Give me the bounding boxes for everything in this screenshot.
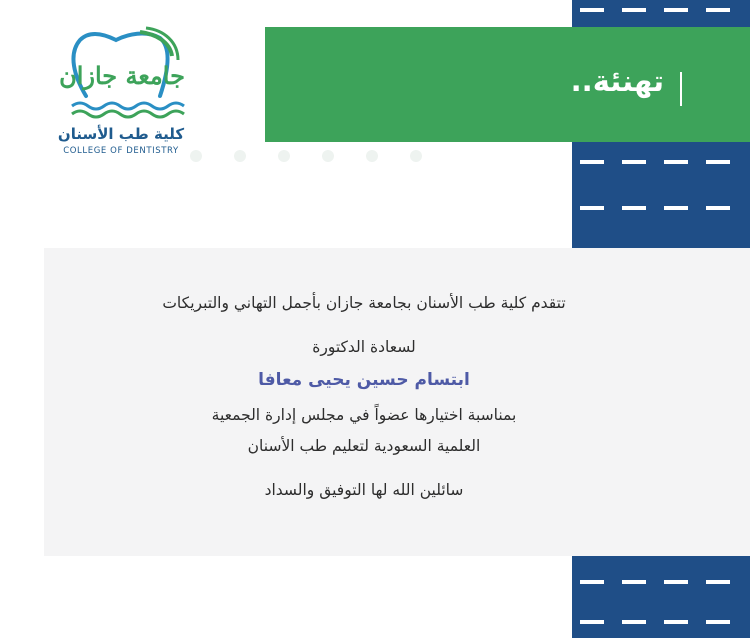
decorative-blue-lower [572, 556, 750, 638]
title-banner [265, 27, 750, 142]
message-line-5: سائلين الله لها التوفيق والسداد [264, 481, 464, 499]
dot-icon [322, 150, 334, 162]
honoree-name: ابتسام حسين يحيى معافا [258, 370, 470, 390]
dot-icon [234, 150, 246, 162]
logo-arabic-name: كلية طب الأسنان [57, 125, 185, 143]
dash-pattern-icon [572, 556, 750, 638]
banner-title: تهنئة.. [570, 64, 664, 98]
message-line-3: بمناسبة اختيارها عضواً في مجلس إدارة الجمعية [211, 406, 517, 424]
dot-icon [190, 150, 202, 162]
tooth-logo-icon [56, 26, 191, 126]
message-line-4: العلمية السعودية لتعليم طب الأسنان [247, 437, 481, 455]
logo-calligraphy: جامعة جازان [59, 61, 185, 90]
message-line-1: تتقدم كلية طب الأسنان بجامعة جازان بأجمل التهاني والتبريكات [162, 294, 566, 312]
banner-divider [680, 72, 682, 106]
logo-english-name: COLLEGE OF DENTISTRY [63, 146, 179, 156]
decorative-dots [190, 150, 422, 162]
dot-icon [278, 150, 290, 162]
dot-icon [366, 150, 378, 162]
message-line-2: لسعادة الدكتورة [312, 338, 416, 356]
dot-icon [410, 150, 422, 162]
